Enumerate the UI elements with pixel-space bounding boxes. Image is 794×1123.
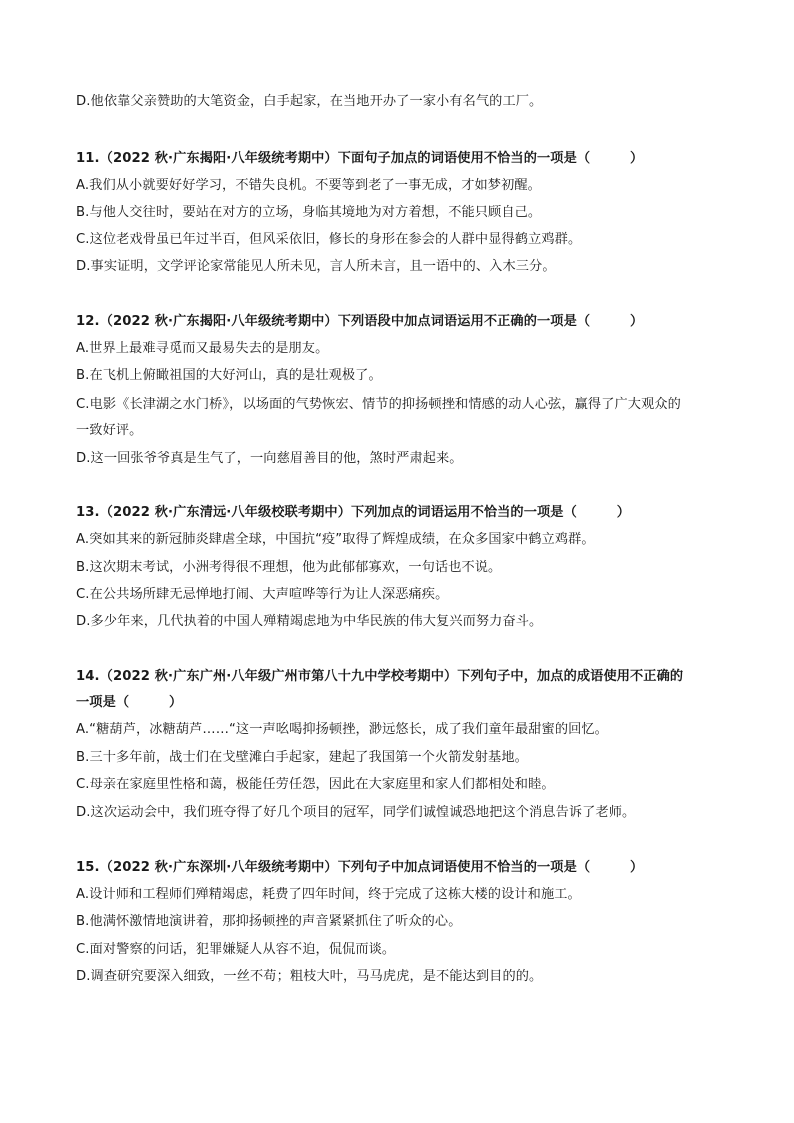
- question-14-option-a: A.“糖葫芦，冰糖葫芦……“这一声吆喝抑扬顿挫，渺远悠长，成了我们童年最甜蜜的回忆。: [76, 722, 608, 737]
- question-11-option-b: B.与他人交往时，要站在对方的立场，身临其境地为对方着想，不能只顾自己。: [76, 205, 542, 220]
- question-12-option-a: A.世界上最难寻觅而又最易失去的是朋友。: [76, 341, 329, 356]
- question-11-option-d: D.事实证明，文学评论家常能见人所未见，言人所未言，且一语中的、入木三分。: [76, 259, 556, 274]
- question-11-option-a: A.我们从小就要好好学习，不错失良机。不要等到老了一事无成，才如梦初醒。: [76, 178, 541, 193]
- question-15-option-c: C.面对警察的问话，犯罪嫌疑人从容不迫，侃侃而谈。: [76, 942, 396, 957]
- prev-question-option-d: D.他依靠父亲赞助的大笔资金，白手起家，在当地开办了一家小有名气的工厂。: [76, 94, 543, 109]
- question-14-option-b: B.三十多年前，战士们在戈壁滩白手起家，建起了我国第一个火箭发射基地。: [76, 750, 528, 765]
- question-15-option-a: A.设计师和工程师们殚精竭虑，耗费了四年时间，终于完成了这栋大楼的设计和施工。: [76, 887, 581, 902]
- question-12-option-c-cont: 一致好评。: [76, 423, 143, 438]
- question-12-option-b: B.在飞机上俯瞰祖国的大好河山，真的是壮观极了。: [76, 368, 382, 383]
- question-13-option-b: B.这次期末考试，小洲考得很不理想，他为此郁郁寡欢，一句话也不说。: [76, 560, 502, 575]
- question-11-stem: 11.（2022 秋·广东揭阳·八年级统考期中）下面句子加点的词语使用不恰当的一项是（ ）: [76, 151, 644, 166]
- question-12-stem: 12.（2022 秋·广东揭阳·八年级统考期中）下列语段中加点词语运用不正确的一项是（ ）: [76, 314, 644, 329]
- question-12-option-d: D.这一回张爷爷真是生气了，一向慈眉善目的他，煞时严肃起来。: [76, 451, 463, 466]
- question-13-option-d: D.多少年来，几代执着的中国人殚精竭虑地为中华民族的伟大复兴而努力奋斗。: [76, 614, 543, 629]
- question-14-option-c: C.母亲在家庭里性格和蔼，极能任劳任怨，因此在大家庭里和家人们都相处和睦。: [76, 777, 555, 792]
- question-15-stem: 15.（2022 秋·广东深圳·八年级统考期中）下列句子中加点词语使用不恰当的一项是（ ）: [76, 860, 644, 875]
- question-12-option-c: C.电影《长津湖之水门桥》，以场面的气势恢宏、情节的抑扬顿挫和情感的动人心弦，赢得了广大观众的: [76, 397, 681, 412]
- question-15-option-d: D.调查研究要深入细致，一丝不苟；粗枝大叶，马马虎虎，是不能达到目的的。: [76, 969, 543, 984]
- question-11-option-c: C.这位老戏骨虽已年过半百，但风采依旧，修长的身形在参会的人群中显得鹤立鸡群。: [76, 232, 582, 247]
- question-13-option-c: C.在公共场所肆无忌惮地打闹、大声喧哗等行为让人深恶痛疾。: [76, 587, 449, 602]
- question-14-stem: 14.（2022 秋·广东广州·八年级广州市第八十九中学校考期中）下列句子中，加点的成语使用不正确的: [76, 669, 684, 684]
- question-13-option-a: A.突如其来的新冠肺炎肆虐全球，中国抗“疫”取得了辉煌成绩，在众多国家中鹤立鸡群。: [76, 532, 595, 547]
- question-13-stem: 13.（2022 秋·广东清远·八年级校联考期中）下列加点的词语运用不恰当的一项是（ ）: [76, 505, 631, 520]
- question-14-stem-cont: 一项是（ ）: [76, 695, 183, 710]
- question-14-option-d: D.这次运动会中，我们班夺得了好几个项目的冠军，同学们诚惶诚恐地把这个消息告诉了老师。: [76, 805, 636, 820]
- question-15-option-b: B.他满怀激情地演讲着，那抑扬顿挫的声音紧紧抓住了听众的心。: [76, 914, 462, 929]
